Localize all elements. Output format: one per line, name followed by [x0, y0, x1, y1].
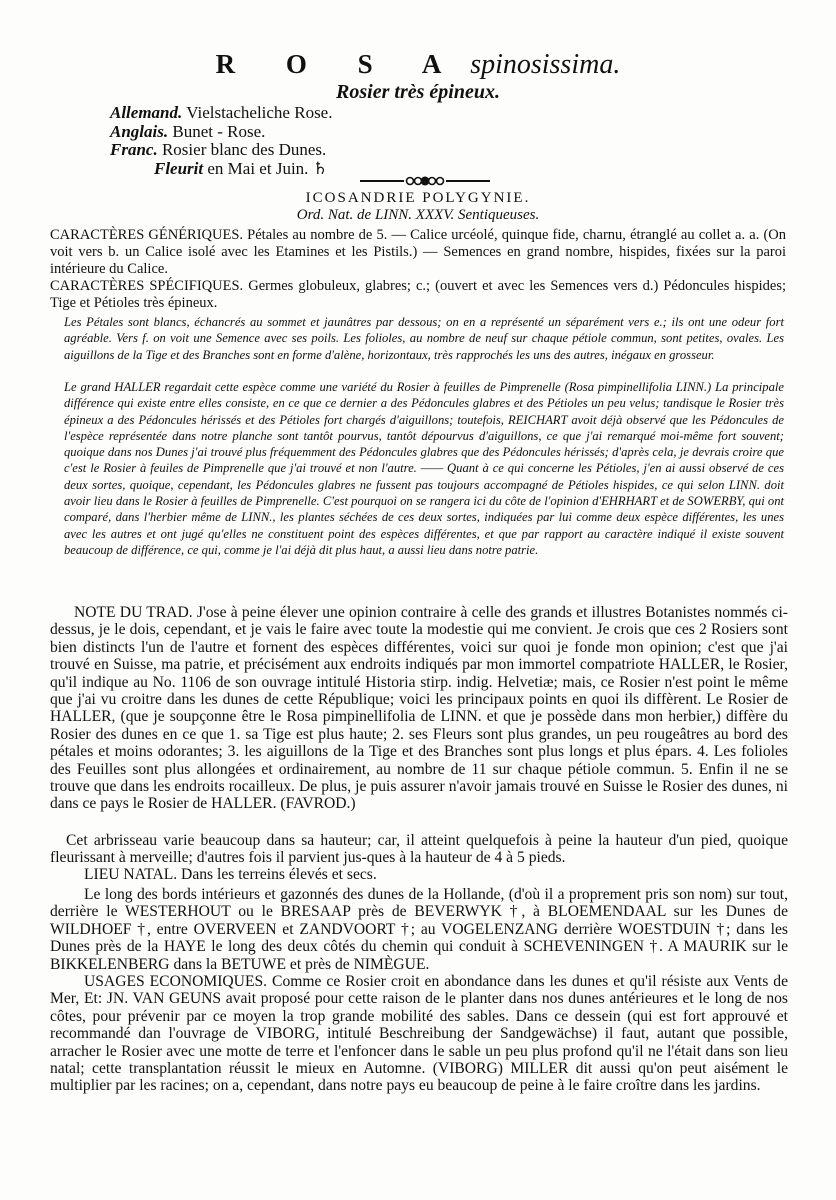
name-row-german	[110, 104, 332, 123]
flowering-row	[110, 160, 332, 179]
shrub-height-paragraph: Cet arbrisseau varie beaucoup dans sa hauteur; car, il atteint quelquefois à peine la hauteur d'un pied, quoique fleurissant à merveille; d'autres fois il parvient jus-ques à la hauteur de 4 à 5 pieds.	[50, 832, 788, 867]
page-title	[0, 48, 836, 81]
language-label: Anglais.	[110, 121, 169, 141]
decorative-ornament	[360, 173, 490, 189]
french-common-name: Rosier très épineux.	[336, 81, 500, 103]
description-paragraph: Les Pétales sont blancs, échancrés au sommet et jaunâtres par dessous; on en a représenté un séparément vers e.; ils ont une odeur fort agréable. Vers f. on voit une Semence avec ses poils. Les folioles, au nombre de neuf sur chaque pétiole commun, sont petites, ovales. Les aiguillons de la Tige et des Branches sont en forme d'alène, horizontaux, très rapprochés les uns des autres, inégaux en grosseur.	[64, 315, 784, 362]
specific-characters: CARACTÈRES SPÉCIFIQUES. Germes globuleux, glabres; c.; (ouvert et avec les Semences vers d.) Pédoncules hispides; Tige et Pétioles très épineux.	[50, 278, 786, 311]
linnaean-class: ICOSANDRIE POLYGYNIE.	[305, 190, 531, 206]
generic-characters: CARACTÈRES GÉNÉRIQUES. Pétales au nombre de 5. — Calice urcéolé, quinque fide, charnu, étranglé au collet a. a. (On voit vers b. un Calice isolé avec les Etamines et les Pistils.) — Semences en grand nombre, hispides, fixées sur la paroi intérieure du Calice.	[50, 227, 786, 277]
language-label: Franc.	[110, 140, 158, 159]
language-label: Allemand.	[110, 103, 183, 122]
economic-uses-paragraph: USAGES ECONOMIQUES. Comme ce Rosier croit en abondance dans les dunes et qu'il résiste aux Vents de Mer, Et: JN. VAN GEUNS avait proposé pour cette raison de le planter dans nos dunes antérieures et le long de nos côtes, pour prévenir par ce moyen la trop grande mobilité des sables. Dans ce dessein (qui est fort approuvé et recommandé dan l'ouvrage de VIBORG, intitulé Beschreibung der Sandgewächse) il faut, autant que possible, arracher le Rosier avec une motte de terre et l'enfoncer dans le sable un peu plus profond qu'il ne l'était dans son lieu natal; cette transplantation réussit le mieux en Automne. (VIBORG) MILLER dit aussi qu'on peut aisément le multiplier par les racines; on a, cependant, dans notre pays eu beaucoup de peine à le faire croître dans les jardins.	[50, 973, 788, 1095]
name-row-english	[110, 123, 332, 142]
flowering-time: en Mai et Juin.	[207, 158, 309, 178]
localities-paragraph: Le long des bords intérieurs et gazonnés des dunes de la Hollande, (d'où il a proprement pris son nom) sur tout, derrière le WESTERHOUT ou le BRESAAP près de BEVERWYK †, à BLOEMENDAAL sur les Dunes de WILDHOEF †, entre OVERVEEN et ZANDVOORT †; au VOGELENZANG derrière WOESTDUIN †; dans les Dunes près de la HAYE le long des deux côtés du chemin qui conduit à SCHEVENINGEN †. A MAURIK sur le BIKKELENBERG dans la BETUWE et près de NIMÈGUE.	[50, 886, 788, 973]
vernacular-name: Vielstacheliche Rose.	[186, 103, 333, 122]
haller-paragraph: Le grand HALLER regardait cette espèce comme une variété du Rosier à feuilles de Pimprenelle (Rosa pimpinellifolia LINN.) La principale différence qui existe entre elles consiste, en ce que ce dernier a des Pédoncules glabres et des Pétioles un peu velus; tandisque le Rosier très épineux a des Pédoncules hérissés et des Pétioles fort chargés d'aiguillons; toutefois, REICHART avoit déjà observé que les Pédoncules de l'espèce représentée dans notre planche sont tantôt pourvus, tantôt dépourvus d'aiguillons, ce que j'ai remarqué moi-même fort souvent; quoique dans nos Dunes j'ai trouvé plus fréquemment des Pédoncules glabres que des Pédoncules hérissés; d'après cela, je devrais croire que c'est le Rosier à feuiles de Pimprenelle que j'ai trouvé et non l'autre. —— Quant à ce qui concerne les Pétioles, j'en ai aussi observé de ces deux sortes, quoique, cependant, les Pédoncules glabres ne fussent pas toujours accompagné de Pétioles hispides, ce qui selon LINN. doit avoir lieu dans le Rosier à feuilles de Pimprenelle. C'est pourquoi on se rangera ici du côte de l'opinion d'EHRHART et de SOWERBY, qui ont comparé, dans l'herbier même de LINN., les plantes séchées de ces deux sortes, indiquées par lui comme deux espèce différentes, les unes avec les autres et ont jugé qu'elles ne constituent point des espèces différentes, et que par rapport au caractère indiqué il existe souvent beaucoup de différence, ce qui, comme je l'ai déjà dit plus haut, a aussi lieu dans notre patrie.	[64, 380, 784, 557]
vernacular-names	[110, 104, 332, 178]
vernacular-name: Rosier blanc des Dunes.	[161, 140, 327, 159]
native-place: LIEU NATAL. Dans les terreins élevés et secs.	[84, 866, 377, 883]
flowering-label: Fleurit	[154, 158, 204, 178]
genus-name: R O S A	[215, 49, 464, 79]
vernacular-name: Bunet - Rose.	[172, 121, 266, 141]
species-name: spinosissima.	[470, 49, 621, 80]
name-row-french	[110, 141, 332, 160]
natural-order: Ord. Nat. de LINN. XXXV. Sentiqueuses.	[296, 207, 540, 223]
shrub-symbol: ♄	[312, 158, 328, 178]
translator-note: NOTE DU TRAD. J'ose à peine élever une opinion contraire à celle des grands et illustres Botanistes nommés ci-dessus, je le dois, cependant, et je vais le faire avec toute la modestie qui me convient. Je crois que ces 2 Rosiers sont bien distincts l'un de l'autre et fornent des espèces différentes, voici sur quoi je fonde mon opinion; c'est que j'ai trouvé en Suisse, ma patrie, et précisément aux endroits indiqués par mon immortel compatriote HALLER, le Rosier, qu'il indique au No. 1106 de son ouvrage intitulé Historia stirp. indig. Helvetiæ; mais, ce Rosier n'est point le même que j'ai vu croitre dans les dunes de cette République; voici les principaux points en quoi ils diffèrent. Le Rosier de HALLER, (que je soupçonne être le Rosa pimpinellifolia de LINN. et que je possède dans mon herbier,) diffère du Rosier des dunes en ce que 1. sa Tige est plus haute; 2. ses Fleurs sont plus grandes, un peu rougeâtres au bord des pétales et moins odorantes; 3. les aiguillons de la Tige et des Branches sont plus longs et plus épars. 4. Les folioles des Feuilles sont plus allongées et ordinairement, au nombre de 11 sur chaque pétiole commun. 5. Enfin il ne se trouve que dans les endroits rocailleux. De plus, je puis assurer n'avoir jamais trouvé en Suisse le Rosier des dunes, ni dans ce pays le Rosier de HALLER. (FAVROD.)	[50, 604, 788, 813]
